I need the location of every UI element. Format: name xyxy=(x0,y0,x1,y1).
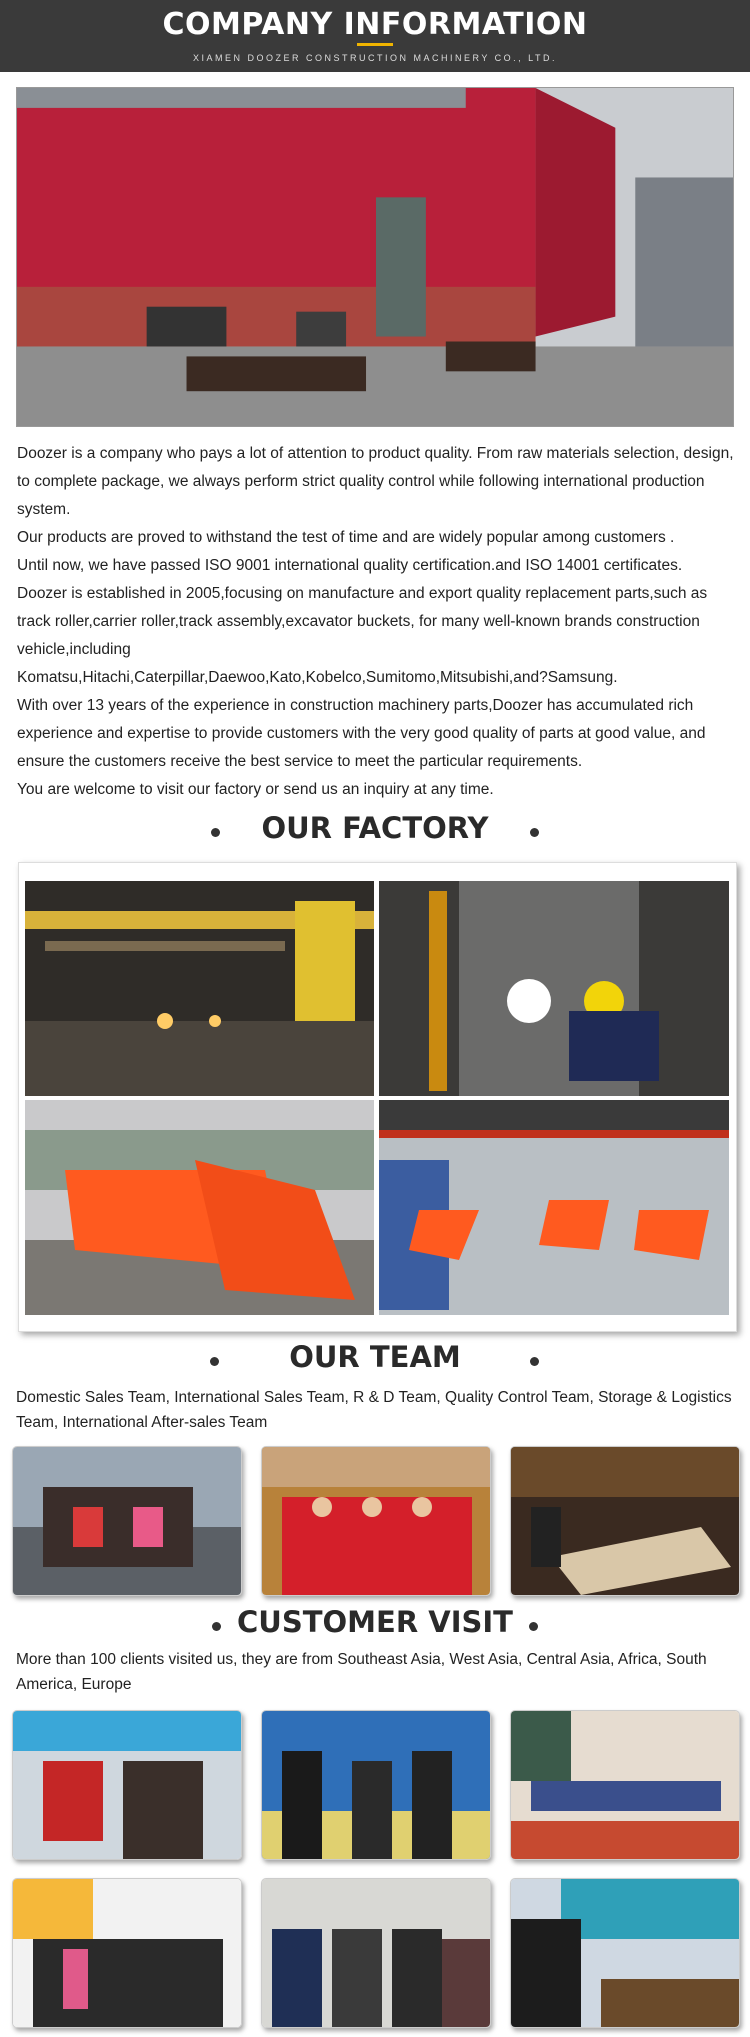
visit-photo-1 xyxy=(12,1710,242,1860)
factory-photo-painting xyxy=(379,1100,729,1315)
page-title: COMPANY INFORMATION xyxy=(162,7,588,42)
intro-paragraph: Komatsu,Hitachi,Caterpillar,Daewoo,Kato,Kobelco,Sumitomo,Mitsubishi,and?Samsung. xyxy=(17,669,618,686)
visit-description: More than 100 clients visited us, they are from Southeast Asia, West Asia, Central Asia, Africa, South America, Europe xyxy=(16,1651,707,1693)
team-photo-beach xyxy=(12,1446,242,1596)
company-introduction xyxy=(17,440,735,804)
factory-section-heading xyxy=(0,811,750,851)
team-section-heading xyxy=(0,1340,750,1380)
team-photo-red-shirts xyxy=(261,1446,491,1596)
intro-paragraph: Doozer is established in 2005,focusing on manufacture and export quality replacement parts,such as track roller,carrier roller,track assembly,excavator buckets, for many well-known brands construction vehicle,including xyxy=(17,585,708,658)
intro-paragraph: Until now, we have passed ISO 9001 international quality certification.and ISO 14001 certificates. xyxy=(17,557,683,574)
visit-photo-4 xyxy=(12,1878,242,2028)
visit-section-title: CUSTOMER VISIT xyxy=(237,1605,513,1639)
page-header xyxy=(0,0,750,72)
visit-photo-6 xyxy=(510,1878,740,2028)
bullet-dot xyxy=(530,1357,539,1366)
factory-photo-grid xyxy=(18,862,737,1332)
visit-photo-5 xyxy=(261,1878,491,2028)
factory-photo-buckets xyxy=(25,1100,374,1315)
title-underline xyxy=(357,43,393,46)
factory-building-photo xyxy=(16,87,734,427)
factory-photo-cutting xyxy=(25,881,374,1096)
visit-photo-3 xyxy=(510,1710,740,1860)
visit-section-heading xyxy=(0,1605,750,1645)
visit-photo-2 xyxy=(261,1710,491,1860)
team-description: Domestic Sales Team, International Sales Team, R & D Team, Quality Control Team, Storage & Logistics Team, International After-sales Team xyxy=(16,1389,732,1431)
team-section-title: OUR TEAM xyxy=(289,1340,461,1374)
team-photo-dinner xyxy=(510,1446,740,1596)
bullet-dot xyxy=(530,828,539,837)
intro-paragraph: Doozer is a company who pays a lot of attention to product quality. From raw materials selection, design, to complete package, we always perform strict quality control while following international production system. xyxy=(17,445,734,518)
bullet-dot xyxy=(529,1622,538,1631)
intro-paragraph: You are welcome to visit our factory or send us an inquiry at any time. xyxy=(17,781,494,798)
intro-paragraph: With over 13 years of the experience in construction machinery parts,Doozer has accumulated rich experience and expertise to provide customers with the very good quality of parts at good value, and ensure the customers receive the best service to meet the particular requirements. xyxy=(17,697,706,770)
company-name: XIAMEN DOOZER CONSTRUCTION MACHINERY CO., LTD. xyxy=(192,53,558,63)
factory-section-title: OUR FACTORY xyxy=(261,811,489,845)
factory-photo-welding xyxy=(379,881,729,1096)
intro-paragraph: Our products are proved to withstand the test of time and are widely popular among customers . xyxy=(17,529,675,546)
